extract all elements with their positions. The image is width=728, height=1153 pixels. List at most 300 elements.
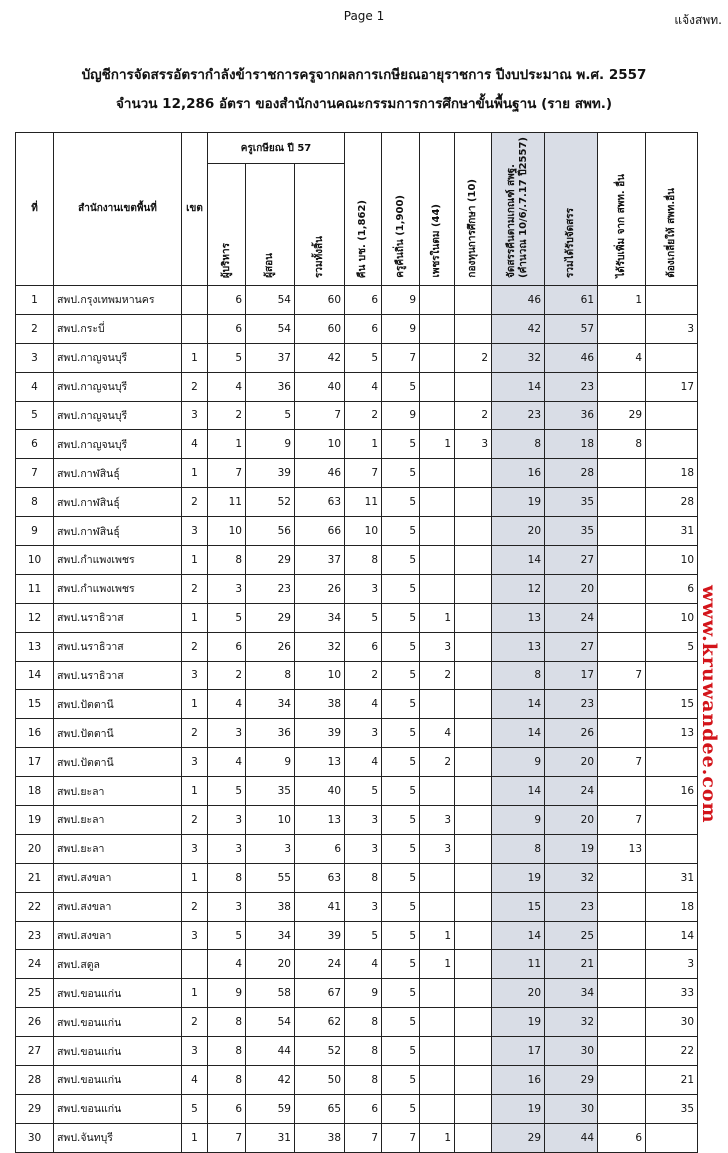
- cell-area: สพป.สตูล: [54, 950, 182, 979]
- cell-total: 38: [295, 1123, 345, 1152]
- cell-gifted: [420, 574, 455, 603]
- cell-ret: 4: [345, 690, 382, 719]
- cell-total: 63: [295, 863, 345, 892]
- cell-trans: 16: [646, 777, 698, 806]
- cell-total: 10: [295, 430, 345, 459]
- cell-no: 14: [16, 661, 54, 690]
- cell-zone: 1: [182, 343, 208, 372]
- cell-fund: [455, 806, 492, 835]
- cell-total-alloc: 18: [545, 430, 598, 459]
- cell-fund: [455, 950, 492, 979]
- cell-total-alloc: 20: [545, 748, 598, 777]
- cell-total: 60: [295, 314, 345, 343]
- cell-area: สพป.กระบี่: [54, 314, 182, 343]
- cell-recv: 6: [598, 1123, 646, 1152]
- table-row: [16, 806, 698, 835]
- cell-ret: 6: [345, 285, 382, 314]
- cell-fund: [455, 1066, 492, 1095]
- cell-alloc: 11: [492, 950, 545, 979]
- cell-total: 41: [295, 892, 345, 921]
- cell-total: 24: [295, 950, 345, 979]
- cell-admin: 2: [208, 661, 246, 690]
- cell-total-alloc: 36: [545, 401, 598, 430]
- cell-ret: 8: [345, 863, 382, 892]
- cell-alloc: 8: [492, 430, 545, 459]
- cell-no: 18: [16, 777, 54, 806]
- cell-ret: 3: [345, 574, 382, 603]
- cell-area: สพป.สงขลา: [54, 863, 182, 892]
- cell-gifted: [420, 863, 455, 892]
- cell-gifted: 1: [420, 603, 455, 632]
- cell-trans: 35: [646, 1094, 698, 1123]
- header-return: คืน บช. (1,862): [345, 133, 382, 286]
- cell-teacher: 36: [246, 372, 295, 401]
- cell-ret: 8: [345, 1008, 382, 1037]
- cell-ret: 5: [345, 603, 382, 632]
- cell-trans: [646, 401, 698, 430]
- cell-trans: [646, 285, 698, 314]
- table-row: [16, 690, 698, 719]
- table-body: [16, 285, 698, 1152]
- cell-krt: 5: [382, 1094, 420, 1123]
- cell-total-alloc: 44: [545, 1123, 598, 1152]
- cell-fund: [455, 661, 492, 690]
- cell-area: สพป.ขอนแก่น: [54, 1008, 182, 1037]
- cell-area: สพป.กาฬสินธุ์: [54, 517, 182, 546]
- cell-trans: 22: [646, 1037, 698, 1066]
- cell-no: 16: [16, 719, 54, 748]
- document-title: บัญชีการจัดสรรอัตรากำลังข้าราชการครูจากผลการเกษียณอายุราชการ ปีงบประมาณ พ.ศ. 2557: [81, 67, 647, 83]
- cell-teacher: 10: [246, 806, 295, 835]
- cell-zone: 3: [182, 834, 208, 863]
- cell-krt: 5: [382, 777, 420, 806]
- cell-total: 13: [295, 806, 345, 835]
- cell-admin: 5: [208, 777, 246, 806]
- cell-total: 7: [295, 401, 345, 430]
- cell-recv: [598, 690, 646, 719]
- cell-krt: 7: [382, 343, 420, 372]
- cell-teacher: 3: [246, 834, 295, 863]
- cell-recv: 7: [598, 661, 646, 690]
- cell-alloc: 16: [492, 1066, 545, 1095]
- cell-area: สพป.กาญจนบุรี: [54, 372, 182, 401]
- cell-gifted: 4: [420, 719, 455, 748]
- cell-no: 5: [16, 401, 54, 430]
- cell-total-alloc: 30: [545, 1037, 598, 1066]
- cell-recv: 7: [598, 806, 646, 835]
- cell-area: สพป.จันทบุรี: [54, 1123, 182, 1152]
- cell-no: 15: [16, 690, 54, 719]
- document-subtitle: จำนวน 12,286 อัตรา ของสำนักงานคณะกรรมการการศึกษาขั้นพื้นฐาน (ราย สพท.): [115, 96, 613, 112]
- cell-gifted: [420, 343, 455, 372]
- cell-zone: [182, 314, 208, 343]
- cell-total-alloc: 27: [545, 545, 598, 574]
- table-row: [16, 863, 698, 892]
- cell-admin: 3: [208, 892, 246, 921]
- cell-no: 3: [16, 343, 54, 372]
- cell-gifted: [420, 1066, 455, 1095]
- cell-teacher: 38: [246, 892, 295, 921]
- cell-trans: 13: [646, 719, 698, 748]
- cell-gifted: [420, 285, 455, 314]
- cell-gifted: 1: [420, 1123, 455, 1152]
- cell-area: สพป.ยะลา: [54, 834, 182, 863]
- cell-zone: 5: [182, 1094, 208, 1123]
- cell-area: สพป.ขอนแก่น: [54, 979, 182, 1008]
- header-area: สำนักงานเขตพื้นที่: [54, 133, 182, 286]
- cell-alloc: 29: [492, 1123, 545, 1152]
- watermark-url: www.kruwandee.com: [698, 585, 720, 824]
- cell-fund: 3: [455, 430, 492, 459]
- cell-no: 1: [16, 285, 54, 314]
- cell-krt: 5: [382, 979, 420, 1008]
- table-row: [16, 892, 698, 921]
- cell-zone: 3: [182, 748, 208, 777]
- table-row: [16, 488, 698, 517]
- cell-area: สพป.กาฬสินธุ์: [54, 459, 182, 488]
- cell-recv: [598, 921, 646, 950]
- cell-alloc: 9: [492, 806, 545, 835]
- cell-no: 9: [16, 517, 54, 546]
- cell-fund: [455, 1094, 492, 1123]
- cell-teacher: 9: [246, 430, 295, 459]
- cell-krt: 5: [382, 661, 420, 690]
- cell-krt: 5: [382, 1008, 420, 1037]
- table-row: [16, 632, 698, 661]
- cell-ret: 3: [345, 806, 382, 835]
- cell-gifted: [420, 401, 455, 430]
- cell-total-alloc: 23: [545, 690, 598, 719]
- cell-krt: 7: [382, 1123, 420, 1152]
- cell-total-alloc: 19: [545, 834, 598, 863]
- cell-ret: 5: [345, 921, 382, 950]
- cell-teacher: 29: [246, 603, 295, 632]
- cell-area: สพป.ยะลา: [54, 777, 182, 806]
- cell-recv: [598, 545, 646, 574]
- cell-fund: [455, 1037, 492, 1066]
- cell-trans: 10: [646, 603, 698, 632]
- cell-area: สพป.กำแพงเพชร: [54, 545, 182, 574]
- cell-gifted: [420, 517, 455, 546]
- cell-krt: 5: [382, 632, 420, 661]
- cell-alloc: 32: [492, 343, 545, 372]
- cell-total-alloc: 32: [545, 863, 598, 892]
- cell-total-alloc: 23: [545, 372, 598, 401]
- cell-krt: 5: [382, 372, 420, 401]
- cell-recv: [598, 314, 646, 343]
- cell-total: 38: [295, 690, 345, 719]
- cell-recv: [598, 1066, 646, 1095]
- cell-trans: 33: [646, 979, 698, 1008]
- cell-alloc: 23: [492, 401, 545, 430]
- cell-fund: [455, 748, 492, 777]
- cell-trans: 14: [646, 921, 698, 950]
- cell-krt: 5: [382, 1037, 420, 1066]
- cell-admin: 5: [208, 921, 246, 950]
- cell-total-alloc: 20: [545, 806, 598, 835]
- cell-total-alloc: 21: [545, 950, 598, 979]
- cell-teacher: 35: [246, 777, 295, 806]
- cell-total: 10: [295, 661, 345, 690]
- corner-label: แจ้งสพท.: [674, 13, 722, 27]
- cell-ret: 9: [345, 979, 382, 1008]
- cell-alloc: 19: [492, 1008, 545, 1037]
- cell-krt: 5: [382, 545, 420, 574]
- cell-ret: 6: [345, 1094, 382, 1123]
- cell-fund: [455, 921, 492, 950]
- cell-no: 11: [16, 574, 54, 603]
- cell-total: 67: [295, 979, 345, 1008]
- cell-fund: [455, 488, 492, 517]
- cell-alloc: 46: [492, 285, 545, 314]
- cell-recv: 8: [598, 430, 646, 459]
- cell-total: 39: [295, 719, 345, 748]
- cell-ret: 6: [345, 632, 382, 661]
- cell-total-alloc: 27: [545, 632, 598, 661]
- cell-admin: 3: [208, 806, 246, 835]
- cell-krt: 9: [382, 285, 420, 314]
- cell-admin: 5: [208, 603, 246, 632]
- table-row: [16, 1008, 698, 1037]
- cell-fund: [455, 632, 492, 661]
- header-transfer: ต้องเกลี่ยให้ สพท.อื่น: [646, 133, 698, 286]
- cell-krt: 5: [382, 517, 420, 546]
- cell-teacher: 54: [246, 285, 295, 314]
- cell-trans: 17: [646, 372, 698, 401]
- cell-recv: 29: [598, 401, 646, 430]
- cell-alloc: 42: [492, 314, 545, 343]
- cell-zone: [182, 285, 208, 314]
- table-row: [16, 372, 698, 401]
- cell-fund: [455, 285, 492, 314]
- cell-trans: 3: [646, 314, 698, 343]
- cell-no: 22: [16, 892, 54, 921]
- cell-admin: 7: [208, 1123, 246, 1152]
- cell-ret: 8: [345, 1066, 382, 1095]
- table-row: [16, 459, 698, 488]
- cell-teacher: 31: [246, 1123, 295, 1152]
- cell-area: สพป.ยะลา: [54, 806, 182, 835]
- cell-total-alloc: 30: [545, 1094, 598, 1123]
- table-row: [16, 430, 698, 459]
- header-alloc: จัดสรรคืนตามเกณฑ์ สพฐ.(คำนวณ 10/6/.7.17 ปี2557): [492, 133, 545, 286]
- cell-fund: [455, 372, 492, 401]
- cell-area: สพป.ขอนแก่น: [54, 1066, 182, 1095]
- cell-area: สพป.กาญจนบุรี: [54, 343, 182, 372]
- cell-teacher: 58: [246, 979, 295, 1008]
- cell-krt: 5: [382, 488, 420, 517]
- cell-trans: 10: [646, 545, 698, 574]
- cell-zone: 2: [182, 1008, 208, 1037]
- cell-no: 30: [16, 1123, 54, 1152]
- cell-ret: 4: [345, 748, 382, 777]
- cell-admin: 9: [208, 979, 246, 1008]
- cell-admin: 3: [208, 834, 246, 863]
- cell-admin: 4: [208, 690, 246, 719]
- cell-area: สพป.สงขลา: [54, 921, 182, 950]
- cell-gifted: [420, 892, 455, 921]
- cell-admin: 4: [208, 950, 246, 979]
- cell-recv: [598, 1037, 646, 1066]
- header-admin: ผู้บริหาร: [208, 164, 246, 286]
- cell-zone: 1: [182, 979, 208, 1008]
- table-row: [16, 834, 698, 863]
- cell-krt: 5: [382, 863, 420, 892]
- cell-zone: 2: [182, 719, 208, 748]
- cell-gifted: [420, 545, 455, 574]
- cell-total: 40: [295, 372, 345, 401]
- cell-no: 4: [16, 372, 54, 401]
- header-total: รวมทั้งสิ้น: [295, 164, 345, 286]
- cell-recv: [598, 719, 646, 748]
- cell-fund: [455, 1008, 492, 1037]
- cell-fund: [455, 603, 492, 632]
- header-retire-group: ครูเกษียณ ปี 57: [208, 133, 345, 164]
- cell-total-alloc: 20: [545, 574, 598, 603]
- cell-total-alloc: 25: [545, 921, 598, 950]
- cell-alloc: 19: [492, 488, 545, 517]
- cell-admin: 6: [208, 632, 246, 661]
- cell-total-alloc: 35: [545, 517, 598, 546]
- header-no: ที่: [16, 133, 54, 286]
- cell-alloc: 8: [492, 661, 545, 690]
- table-row: [16, 517, 698, 546]
- cell-total-alloc: 61: [545, 285, 598, 314]
- cell-no: 8: [16, 488, 54, 517]
- cell-alloc: 14: [492, 719, 545, 748]
- cell-teacher: 20: [246, 950, 295, 979]
- cell-gifted: 2: [420, 748, 455, 777]
- cell-ret: 10: [345, 517, 382, 546]
- cell-total: 6: [295, 834, 345, 863]
- cell-ret: 6: [345, 314, 382, 343]
- header-received: ได้รับเพิ่ม จาก สพท. อื่น: [598, 133, 646, 286]
- cell-total: 37: [295, 545, 345, 574]
- cell-teacher: 59: [246, 1094, 295, 1123]
- cell-alloc: 13: [492, 603, 545, 632]
- cell-no: 12: [16, 603, 54, 632]
- cell-krt: 5: [382, 459, 420, 488]
- cell-gifted: 1: [420, 921, 455, 950]
- cell-krt: 5: [382, 574, 420, 603]
- cell-fund: [455, 863, 492, 892]
- table-row: [16, 950, 698, 979]
- cell-no: 2: [16, 314, 54, 343]
- cell-ret: 4: [345, 372, 382, 401]
- cell-krt: 5: [382, 806, 420, 835]
- cell-recv: [598, 459, 646, 488]
- cell-admin: 3: [208, 574, 246, 603]
- cell-total: 65: [295, 1094, 345, 1123]
- header-total-alloc: รวมได้รับจัดสรร: [545, 133, 598, 286]
- cell-trans: [646, 430, 698, 459]
- cell-zone: 1: [182, 777, 208, 806]
- cell-total: 39: [295, 921, 345, 950]
- cell-gifted: [420, 372, 455, 401]
- cell-total-alloc: 34: [545, 979, 598, 1008]
- page-number-label: Page 1: [343, 9, 385, 23]
- cell-area: สพป.สงขลา: [54, 892, 182, 921]
- cell-recv: [598, 1008, 646, 1037]
- cell-trans: [646, 661, 698, 690]
- cell-zone: 2: [182, 488, 208, 517]
- cell-trans: [646, 1123, 698, 1152]
- cell-alloc: 19: [492, 1094, 545, 1123]
- cell-ret: 3: [345, 834, 382, 863]
- cell-recv: [598, 603, 646, 632]
- cell-admin: 6: [208, 314, 246, 343]
- cell-fund: 2: [455, 343, 492, 372]
- cell-ret: 2: [345, 661, 382, 690]
- cell-teacher: 54: [246, 314, 295, 343]
- cell-ret: 4: [345, 950, 382, 979]
- cell-ret: 8: [345, 1037, 382, 1066]
- cell-total: 34: [295, 603, 345, 632]
- cell-total-alloc: 24: [545, 777, 598, 806]
- cell-no: 29: [16, 1094, 54, 1123]
- cell-total-alloc: 23: [545, 892, 598, 921]
- cell-fund: [455, 834, 492, 863]
- cell-no: 28: [16, 1066, 54, 1095]
- header-fund: กองทุนการศึกษา (10): [455, 133, 492, 286]
- cell-teacher: 5: [246, 401, 295, 430]
- table-row: [16, 979, 698, 1008]
- cell-zone: [182, 950, 208, 979]
- cell-total: 26: [295, 574, 345, 603]
- cell-zone: 3: [182, 661, 208, 690]
- header-zone: เขต: [182, 133, 208, 286]
- table-row: [16, 748, 698, 777]
- cell-krt: 9: [382, 401, 420, 430]
- table-row: [16, 545, 698, 574]
- cell-krt: 5: [382, 748, 420, 777]
- cell-admin: 3: [208, 719, 246, 748]
- cell-total-alloc: 35: [545, 488, 598, 517]
- cell-area: สพป.กำแพงเพชร: [54, 574, 182, 603]
- cell-zone: 3: [182, 401, 208, 430]
- cell-alloc: 19: [492, 863, 545, 892]
- cell-total-alloc: 24: [545, 603, 598, 632]
- cell-zone: 3: [182, 1037, 208, 1066]
- cell-fund: 2: [455, 401, 492, 430]
- cell-alloc: 8: [492, 834, 545, 863]
- cell-teacher: 55: [246, 863, 295, 892]
- cell-ret: 8: [345, 545, 382, 574]
- cell-no: 23: [16, 921, 54, 950]
- cell-total: 42: [295, 343, 345, 372]
- cell-total-alloc: 46: [545, 343, 598, 372]
- cell-gifted: [420, 1008, 455, 1037]
- cell-ret: 2: [345, 401, 382, 430]
- cell-admin: 10: [208, 517, 246, 546]
- cell-alloc: 17: [492, 1037, 545, 1066]
- cell-krt: 5: [382, 719, 420, 748]
- cell-no: 6: [16, 430, 54, 459]
- header-gifted: เพชรในตม (44): [420, 133, 455, 286]
- cell-total: 40: [295, 777, 345, 806]
- cell-fund: [455, 314, 492, 343]
- cell-teacher: 37: [246, 343, 295, 372]
- table-row: [16, 1094, 698, 1123]
- cell-teacher: 29: [246, 545, 295, 574]
- cell-zone: 1: [182, 690, 208, 719]
- cell-recv: 13: [598, 834, 646, 863]
- cell-total: 63: [295, 488, 345, 517]
- cell-gifted: 1: [420, 430, 455, 459]
- cell-fund: [455, 517, 492, 546]
- cell-ret: 3: [345, 719, 382, 748]
- cell-trans: 3: [646, 950, 698, 979]
